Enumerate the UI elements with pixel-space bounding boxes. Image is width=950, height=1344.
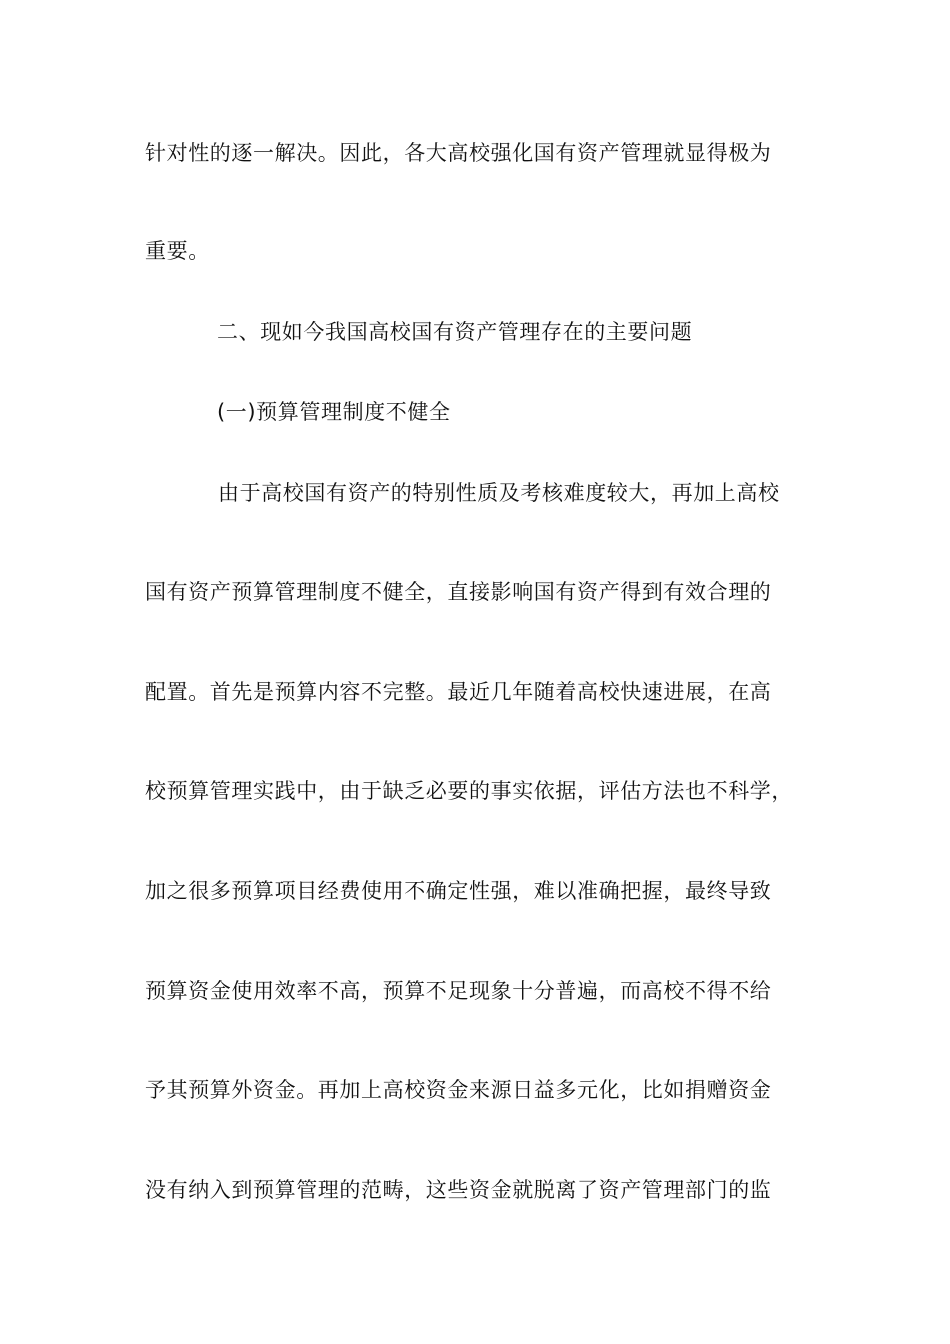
paragraph-line-10: 没有纳入到预算管理的范畴，这些资金就脱离了资产管理部门的监 [145, 1178, 772, 1202]
paragraph-line-9: 予其预算外资金。再加上高校资金来源日益多元化，比如捐赠资金 [145, 1078, 772, 1102]
paragraph-line-5: 配置。首先是预算内容不完整。最近几年随着高校快速进展，在高 [145, 680, 772, 704]
paragraph-line-6: 校预算管理实践中，由于缺乏必要的事实依据，评估方法也不科学， [145, 779, 793, 803]
section-heading: 二、现如今我国高校国有资产管理存在的主要问题 [217, 320, 693, 344]
paragraph-line-3: 由于高校国有资产的特别性质及考核难度较大，再加上高校 [218, 481, 780, 505]
paragraph-line-2: 重要。 [145, 239, 210, 263]
paragraph-line-1: 针对性的逐一解决。因此，各大高校强化国有资产管理就显得极为 [145, 141, 772, 165]
paragraph-line-7: 加之很多预算项目经费使用不确定性强，难以准确把握，最终导致 [145, 879, 772, 903]
paragraph-line-4: 国有资产预算管理制度不健全，直接影响国有资产得到有效合理的 [145, 580, 772, 604]
paragraph-line-8: 预算资金使用效率不高，预算不足现象十分普遍，而高校不得不给 [145, 979, 772, 1003]
subsection-heading: (一)预算管理制度不健全 [217, 400, 451, 424]
